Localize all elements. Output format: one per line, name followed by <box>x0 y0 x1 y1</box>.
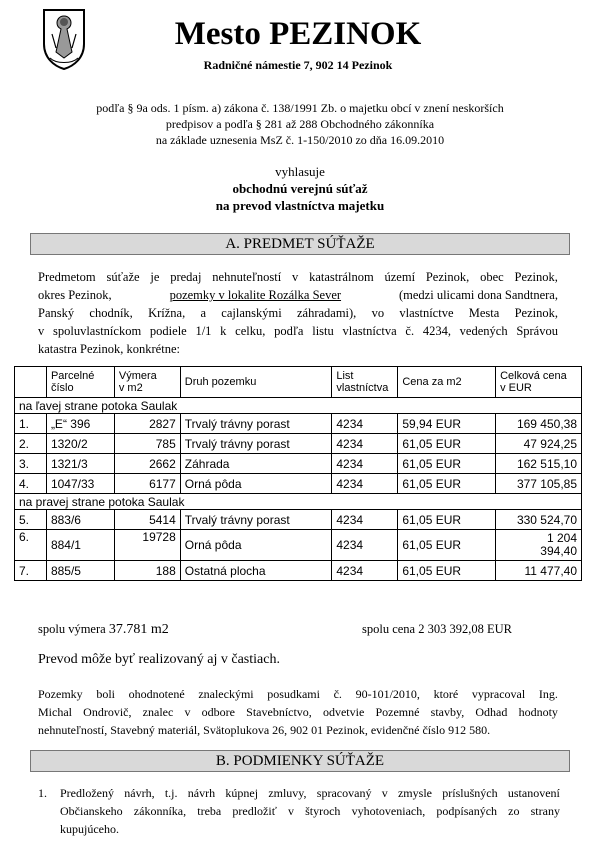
word: zo <box>508 804 520 818</box>
cell-parcel: 883/6 <box>46 510 114 530</box>
word: listu <box>312 324 334 338</box>
cell-lv: 4234 <box>332 414 398 434</box>
word: Občianskeho <box>60 804 123 818</box>
cell-num: 4. <box>15 474 47 494</box>
word: cajlanskými <box>221 306 282 320</box>
word: Pezinok, <box>514 270 558 284</box>
justified-line <box>38 304 558 322</box>
word: ohodnotené <box>128 687 185 701</box>
cell-parcel: 1321/3 <box>46 454 114 474</box>
section-a-heading: A. PREDMET SÚŤAŽE <box>30 233 570 255</box>
word: vypracoval <box>471 687 526 701</box>
group-label-right: na pravej strane potoka Saulak <box>15 494 582 510</box>
cell-parcel: 1047/33 <box>46 474 114 494</box>
word: území <box>384 270 416 284</box>
word: príslušných <box>442 786 498 800</box>
word: strany <box>530 804 560 818</box>
town-name: Mesto PEZINOK <box>174 16 422 52</box>
word: Ing. <box>538 687 558 701</box>
word: 1/1 <box>195 324 212 338</box>
word: nehnuteľností <box>212 270 282 284</box>
cell-kind: Trvalý trávny porast <box>180 414 332 434</box>
word: znaleckými <box>198 687 254 701</box>
cell-parcel: 884/1 <box>46 530 114 561</box>
word: v <box>287 804 294 818</box>
cell-num: 5. <box>15 510 47 530</box>
cell-area: 188 <box>114 561 180 581</box>
section-b-heading: B. PODMIENKY SÚŤAŽE <box>30 750 570 772</box>
word: Pezinok, <box>425 270 470 284</box>
town-crest <box>42 8 86 70</box>
cell-total: 169 450,38 <box>496 414 582 434</box>
cell-price: 61,05 EUR <box>398 530 496 561</box>
condition-text <box>60 784 560 838</box>
word: v <box>381 786 388 800</box>
cell-area: 6177 <box>114 474 180 494</box>
cell-price: 61,05 EUR <box>398 561 496 581</box>
table-row <box>15 414 582 434</box>
word: posudkami <box>267 687 320 701</box>
table-row <box>15 530 582 561</box>
location-highlight: pozemky v lokalite Rozálka Sever <box>169 288 342 302</box>
word: v <box>38 324 45 338</box>
cell-kind: Ostatná plocha <box>180 561 332 581</box>
announcement-title: obchodnú verejnú súťaž <box>232 181 368 196</box>
word: k <box>220 324 227 338</box>
group-row <box>15 398 582 414</box>
cell-total: 11 477,40 <box>496 561 582 581</box>
header-kind: Druh pozemku <box>180 367 332 398</box>
cell-kind: Trvalý trávny porast <box>180 510 332 530</box>
word: obec <box>480 270 504 284</box>
word: predložiť <box>232 804 277 818</box>
table-row <box>15 454 582 474</box>
word: hodnoty <box>518 705 558 719</box>
text-line: nehnuteľností, Stavebný materiál, Svätoplukova 26, 902 01 Pezinok, evidenčné číslo 912 580. <box>38 723 491 737</box>
word: zmluvy, <box>268 786 307 800</box>
legal-line: podľa § 9a ods. 1 písm. a) zákona č. 138/1991 Zb. o majetku obcí v znení neskorších <box>96 101 504 115</box>
word: Správou <box>516 324 558 338</box>
text-segment: okres Pezinok, <box>38 288 112 302</box>
cell-price: 61,05 EUR <box>398 454 496 474</box>
word: spracovaný <box>316 786 372 800</box>
cell-kind: Orná pôda <box>180 474 332 494</box>
text-segment: (medzi ulicami dona Sandtnera, <box>399 288 558 302</box>
cell-price: 61,05 EUR <box>398 474 496 494</box>
legal-line: predpisov a podľa § 281 až 288 Obchodného zákonníka <box>165 117 435 131</box>
cell-price: 59,94 EUR <box>398 414 496 434</box>
word: súťaže <box>106 270 140 284</box>
subject-paragraph <box>38 268 558 358</box>
word: štyroch <box>305 804 341 818</box>
text-line <box>38 286 558 304</box>
word: vedených <box>459 324 508 338</box>
word: chodník, <box>89 306 133 320</box>
header-num <box>15 367 47 398</box>
word: stavby, <box>430 705 465 719</box>
word: predaj <box>170 270 202 284</box>
announcement-subtitle: na prevod vlastníctva majetku <box>215 198 385 213</box>
table-row <box>15 474 582 494</box>
header-area: Výmera v m2 <box>114 367 180 398</box>
cell-parcel: „E“ 396 <box>46 414 114 434</box>
word: vlastníctva <box>342 324 397 338</box>
total-price: spolu cena 2 303 392,08 EUR <box>362 622 512 636</box>
cell-price: 61,05 EUR <box>398 434 496 454</box>
word: Pezinok, <box>514 306 558 320</box>
word: Michal <box>38 705 72 719</box>
cell-total: 1 204 394,40 <box>496 530 582 561</box>
announcement-verb: vyhlasuje <box>275 164 325 179</box>
total-area <box>38 622 169 638</box>
word: podľa <box>274 324 304 338</box>
word: spoluvlastníckom <box>52 324 142 338</box>
legal-basis <box>40 100 560 148</box>
cell-num: 3. <box>15 454 47 474</box>
word: treba <box>197 804 222 818</box>
word: Krížna, <box>148 306 186 320</box>
cell-parcel: 1320/2 <box>46 434 114 454</box>
word: Pozemky <box>38 687 83 701</box>
word: je <box>150 270 160 284</box>
word: vyhotoveniach, <box>351 804 426 818</box>
cell-kind: Orná pôda <box>180 530 332 561</box>
word: katastrálnom <box>309 270 374 284</box>
cell-lv: 4234 <box>332 434 398 454</box>
town-address: Radničné námestie 7, 902 14 Pezinok <box>203 58 393 72</box>
word: Stavebníctvo, <box>246 705 312 719</box>
header-price: Cena za m2 <box>398 367 496 398</box>
cell-total: 162 515,10 <box>496 454 582 474</box>
justified-line <box>38 703 558 721</box>
text-line: kupujúceho. <box>60 822 119 836</box>
word: ustanovení <box>507 786 560 800</box>
partial-transfer-note: Prevod môže byť realizovaný aj v častiach. <box>38 652 280 667</box>
word: boli <box>96 687 115 701</box>
word: zmysle <box>397 786 432 800</box>
table-header-row <box>15 367 582 398</box>
word: Ondrovič, <box>83 705 132 719</box>
word: č. <box>405 324 415 338</box>
cell-total: 47 924,25 <box>496 434 582 454</box>
cell-kind: Záhrada <box>180 454 332 474</box>
justified-line <box>38 685 558 703</box>
cell-lv: 4234 <box>332 474 398 494</box>
header-lv: List vlastníctva <box>332 367 398 398</box>
word: odbore <box>201 705 235 719</box>
word: a <box>200 306 207 320</box>
word: Predložený <box>60 786 114 800</box>
table-row <box>15 434 582 454</box>
cell-num: 1. <box>15 414 47 434</box>
word: 4234, <box>422 324 451 338</box>
word: záhradami), <box>296 306 357 320</box>
word: znalec <box>142 705 174 719</box>
cell-num: 2. <box>15 434 47 454</box>
word: Pozemné <box>375 705 420 719</box>
cell-lv: 4234 <box>332 530 398 561</box>
table-row <box>15 561 582 581</box>
word: Mesta <box>468 306 500 320</box>
cell-lv: 4234 <box>332 561 398 581</box>
justified-line <box>38 268 558 286</box>
announcement <box>40 163 560 214</box>
word: návrh, <box>124 786 155 800</box>
word: Odhad <box>475 705 508 719</box>
group-row <box>15 494 582 510</box>
word: podiele <box>149 324 187 338</box>
total-area-value: 37.781 m2 <box>108 622 169 637</box>
justified-line <box>60 802 560 820</box>
table-row <box>15 510 582 530</box>
legal-line: na základe uznesenia MsZ č. 1-150/2010 zo dňa 16.09.2010 <box>155 133 445 147</box>
word: t.j. <box>164 786 178 800</box>
word: návrh <box>187 786 216 800</box>
cell-area: 2827 <box>114 414 180 434</box>
cell-area: 5414 <box>114 510 180 530</box>
justified-line <box>38 322 558 340</box>
cell-lv: 4234 <box>332 510 398 530</box>
word: celku, <box>235 324 266 338</box>
word: Panský <box>38 306 75 320</box>
header-parcel: Parcelné číslo <box>46 367 114 398</box>
cell-area: 2662 <box>114 454 180 474</box>
condition-item <box>38 784 560 838</box>
word: odvetvie <box>322 705 365 719</box>
cell-kind: Trvalý trávny porast <box>180 434 332 454</box>
cell-price: 61,05 EUR <box>398 510 496 530</box>
group-label-left: na ľavej strane potoka Saulak <box>15 398 582 414</box>
word: Predmetom <box>38 270 96 284</box>
word: ktoré <box>433 687 459 701</box>
plots-table <box>14 366 582 581</box>
word: v <box>292 270 299 284</box>
condition-number: 1. <box>38 786 47 800</box>
expert-opinion-paragraph <box>38 685 558 739</box>
cell-total: 377 105,85 <box>496 474 582 494</box>
word: 90-101/2010, <box>355 687 420 701</box>
header-total: Celková cena v EUR <box>496 367 582 398</box>
cell-total: 330 524,70 <box>496 510 582 530</box>
text-line: katastra Pezinok, konkrétne: <box>38 342 180 356</box>
cell-parcel: 885/5 <box>46 561 114 581</box>
cell-lv: 4234 <box>332 454 398 474</box>
word: vo <box>371 306 385 320</box>
cell-num: 6. <box>15 530 47 561</box>
word: kúpnej <box>225 786 259 800</box>
cell-area: 19728 <box>114 530 180 561</box>
total-area-label: spolu výmera <box>38 622 106 636</box>
word: zákonníka, <box>133 804 187 818</box>
justified-line <box>60 784 560 802</box>
word: podpísaných <box>436 804 498 818</box>
word: vlastníctve <box>399 306 454 320</box>
cell-area: 785 <box>114 434 180 454</box>
cell-num: 7. <box>15 561 47 581</box>
word: č. <box>333 687 342 701</box>
word: v <box>184 705 191 719</box>
